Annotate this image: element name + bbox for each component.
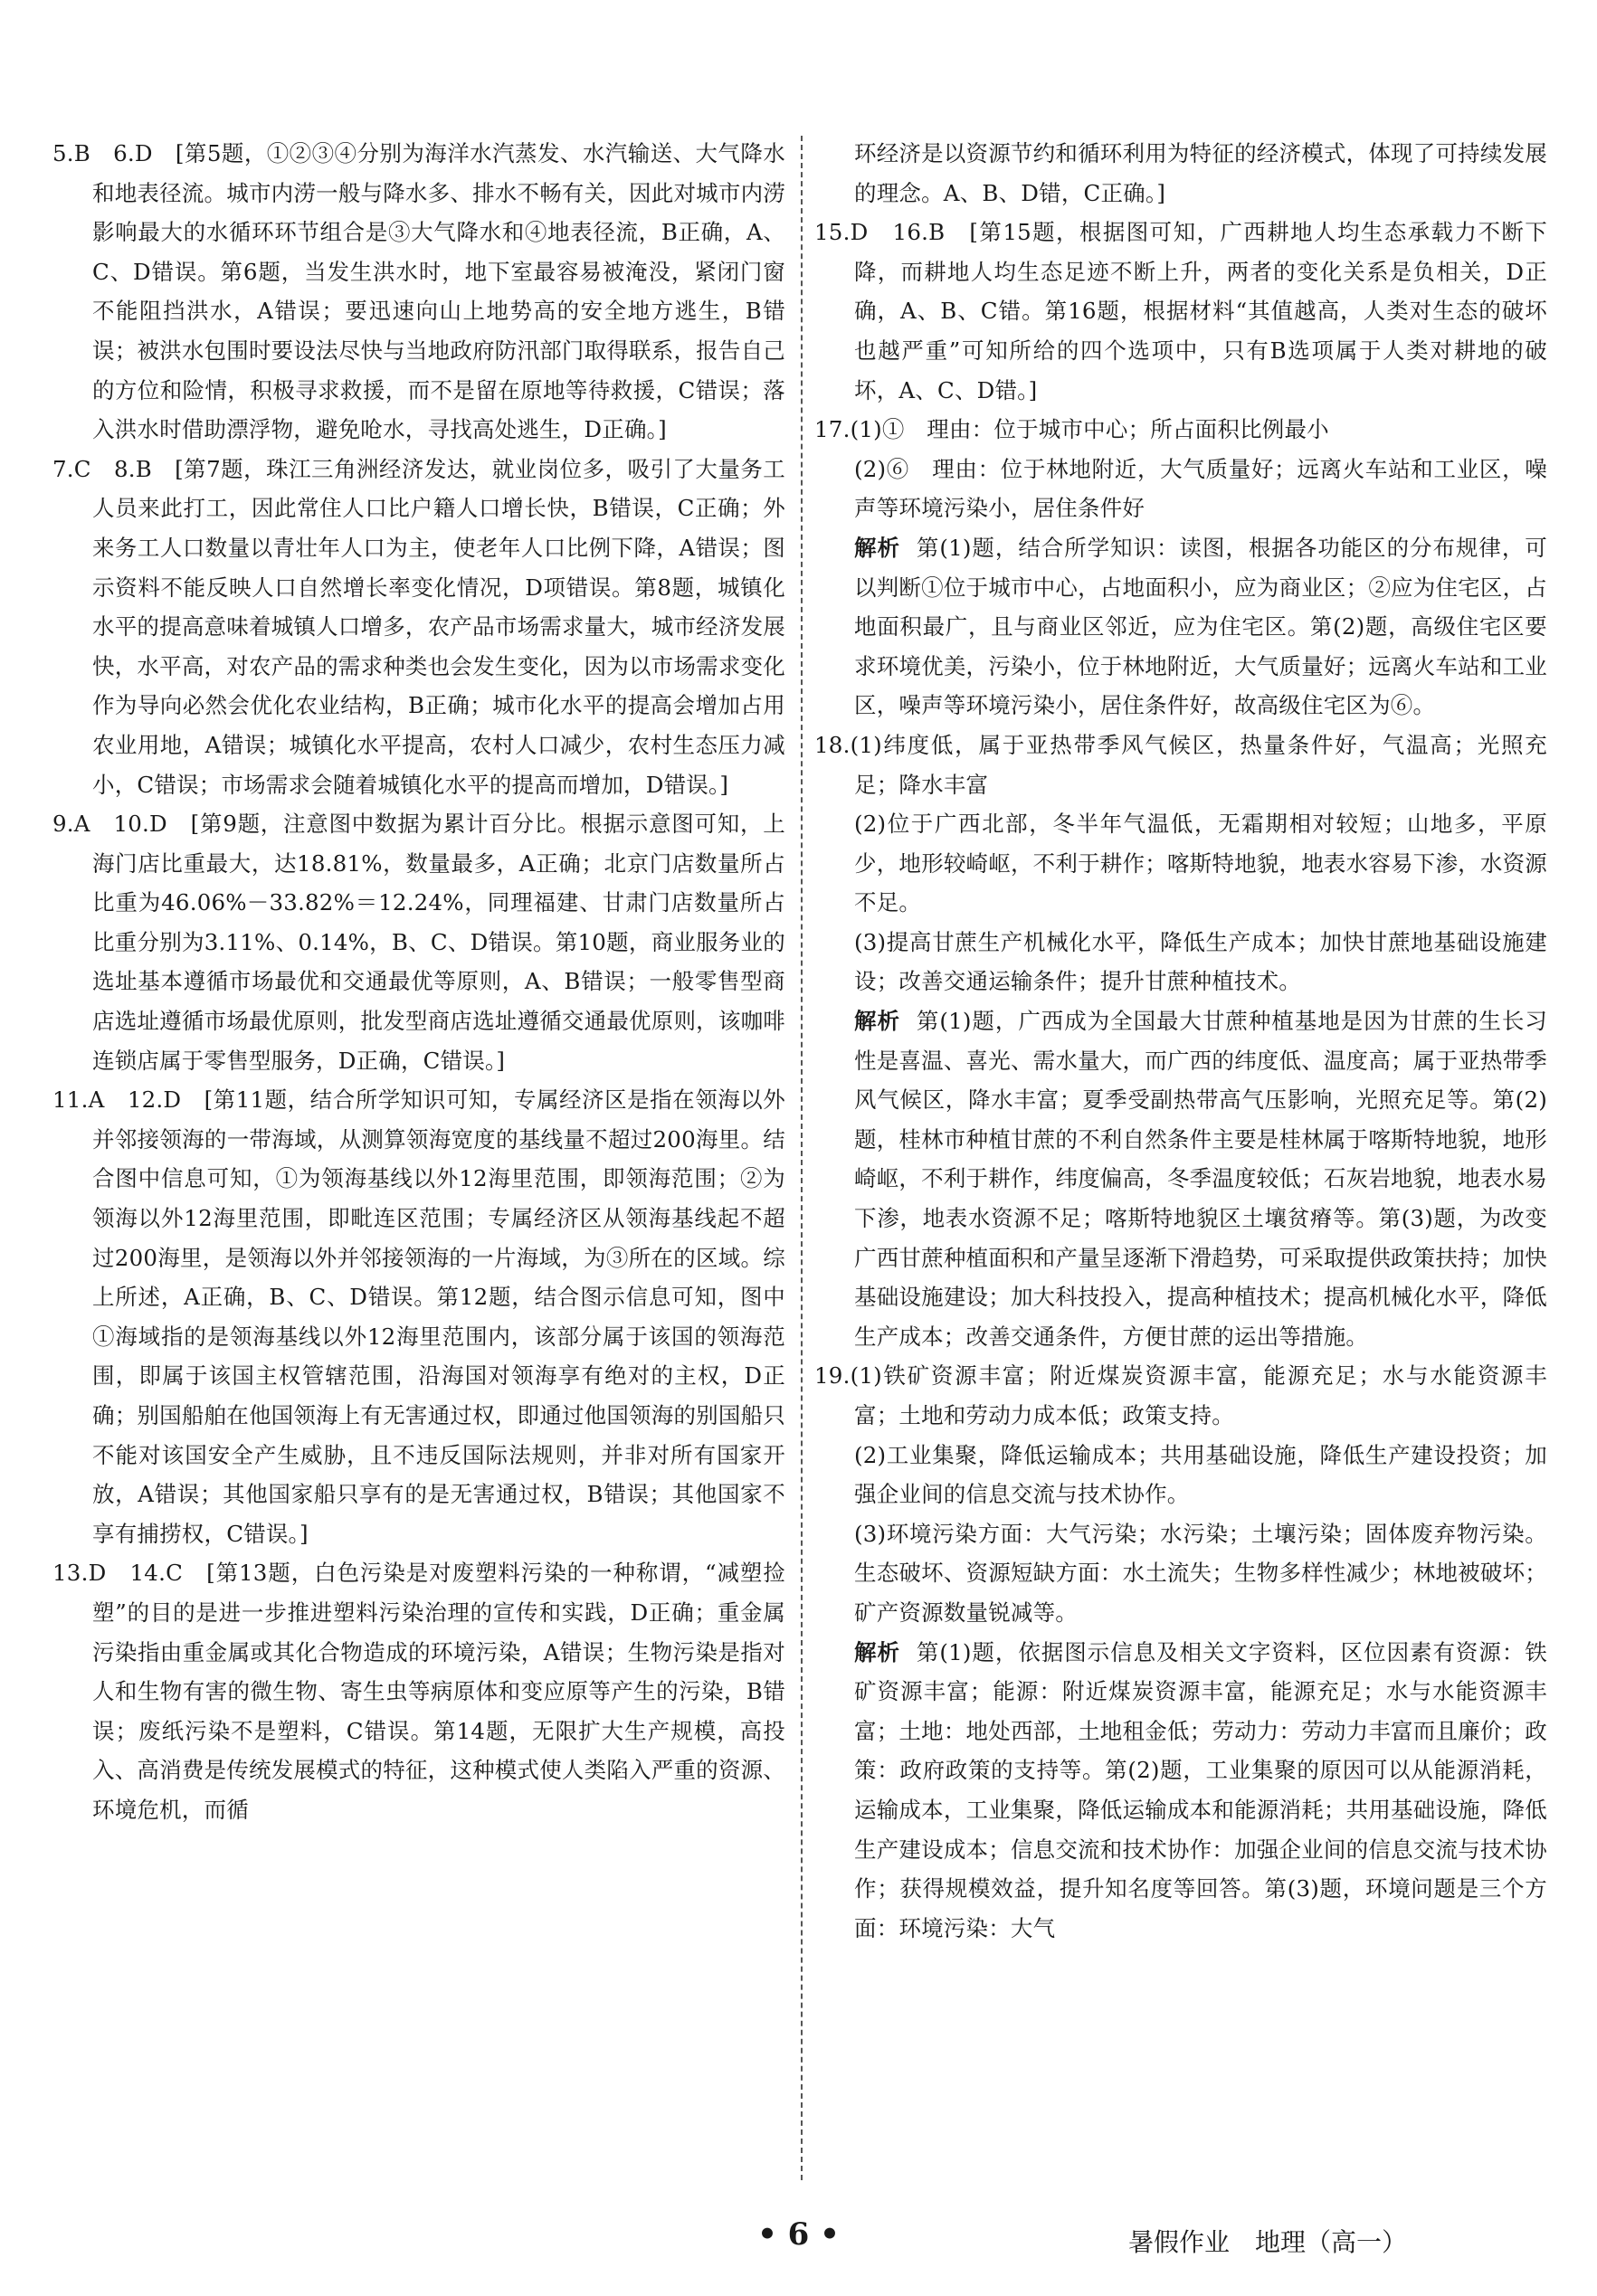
answer-5-6: 5.B 6.D [第5题，①②③④分别为海洋水汽蒸发、水汽输送、大气降水和地表径流。城市内涝一般与降水多、排水不畅有关，因此对城市内涝影响最大的水循环环节组合是③大气降水和④地表径流，B正确，A、C、D错误。第6题，当发生洪水时，地下室最容易被淹没，紧闭门窗不能阻挡洪水，A错误；要迅速向山上地势高的安全地方逃生，B错误；被洪水包围时要设法尽快与当地政府防汛部门取得联系，报告自己的方位和险情，积极寻求救援，而不是留在原地等待救援，C错误；落入洪水时借助漂浮物，避免呛水，寻找高处逃生，D正确。] xyxy=(52,140,785,443)
page-number: • 6 • xyxy=(757,2216,840,2253)
answer-9-10: 9.A 10.D [第9题，注意图中数据为累计百分比。根据示意图可知，上海门店比重最大，达18.81%，数量最多，A正确；北京门店数量所占比重为46.06%－33.82%＝12.24%，同理福建、甘肃门店数量所占比重分别为3.11%、0.14%，B、C、D错误。第10题，商业服务业的选址基本遵循市场最优和交通最优等原则，A、B错误；一般零售型商店选址遵循市场最优原则，批发型商店选址遵循交通最优原则，该咖啡连锁店属于零售型服务，D正确，C错误。] xyxy=(52,811,785,1074)
analysis-17-text: 第(1)题，结合所学知识：读图，根据各功能区的分布规律，可以判断①位于城市中心，占地面积小，应为商业区；②应为住宅区，占地面积最广，且与商业区邻近，应为住宅区。第(2)题，高级住宅区要求环境优美，污染小，位于林地附近，大气质量好；远离火车站和工业区，噪声等环境污染小，居住条件好，故高级住宅区为⑥。 xyxy=(854,534,1547,719)
answer-19-1: 19.(1)铁矿资源丰富；附近煤炭资源丰富，能源充足；水与水能资源丰富；土地和劳动力成本低；政策支持。 xyxy=(814,1362,1547,1428)
book-title: 暑假作业 地理（高一） xyxy=(1127,2227,1407,2257)
left-column xyxy=(52,134,785,1830)
answer-19-3: (3)环境污染方面：大气污染；水污染；土壤污染；固体废弃物污染。生态破坏、资源短缺方面：水土流失；生物多样性减少；林地被破坏；矿产资源数量锐减等。 xyxy=(854,1520,1547,1626)
answer-17-2: (2)⑥ 理由：位于林地附近，大气质量好；远离火车站和工业区，噪声等环境污染小，居住条件好 xyxy=(854,455,1547,522)
analysis-label: 解析 xyxy=(854,1008,900,1035)
right-column xyxy=(814,134,1547,1948)
analysis-17 xyxy=(814,528,1547,726)
column-divider xyxy=(801,136,803,2180)
answer-11-12: 11.A 12.D [第11题，结合所学知识可知，专属经济区是指在领海以外并邻接领海的一带海域，从测算领海宽度的基线量不超过200海里。结合图中信息可知，①为领海基线以外12海里范围，即领海范围；②为领海以外12海里范围，即毗连区范围；专属经济区从领海基线起不超过200海里，是领海以外并邻接领海的一片海域，为③所在的区域。综上所述，A正确，B、C、D错误。第12题，结合图示信息可知，图中①海域指的是领海基线以外12海里范围内，该部分属于该国的领海范围，即属于该国主权管辖范围，沿海国对领海享有绝对的主权，D正确；别国船舶在他国领海上有无害通过权，即通过他国领海的别国船只不能对该国安全产生威胁，且不违反国际法规则，并非对所有国家开放，A错误；其他国家船只享有的是无害通过权，B错误；其他国家不享有捕捞权，C错误。] xyxy=(52,1086,785,1547)
answer-14-continued: 环经济是以资源节约和循环利用为特征的经济模式，体现了可持续发展的理念。A、B、D错，C正确。] xyxy=(854,140,1547,206)
analysis-19 xyxy=(814,1633,1547,1949)
answer-17-1: 17.(1)① 理由：位于城市中心；所占面积比例最小 xyxy=(814,416,1329,443)
analysis-18 xyxy=(814,1001,1547,1356)
answer-18-1: 18.(1)纬度低，属于亚热带季风气候区，热量条件好，气温高；光照充足；降水丰富 xyxy=(814,731,1547,798)
analysis-19-text: 第(1)题，依据图示信息及相关文字资料，区位因素有资源：铁矿资源丰富；能源：附近煤炭资源丰富，能源充足；水与水能资源丰富；土地：地处西部，土地租金低；劳动力：劳动力丰富而且廉价；政策：政府政策的支持等。第(2)题，工业集聚的原因可以从能源消耗，运输成本，工业集聚，降低运输成本和能源消耗；共用基础设施，降低生产建设成本；信息交流和技术协作：加强企业间的信息交流与技术协作；获得规模效益，提升知名度等回答。第(3)题，环境问题是三个方面：环境污染：大气 xyxy=(854,1638,1547,1941)
answer-18-2: (2)位于广西北部，冬半年气温低，无霜期相对较短；山地多，平原少，地形较崎岖，不利于耕作；喀斯特地貌，地表水容易下渗，水资源不足。 xyxy=(854,811,1547,916)
analysis-label: 解析 xyxy=(854,534,900,561)
answer-13-14: 13.D 14.C [第13题，白色污染是对废塑料污染的一种称谓，“减塑捡塑”的目的是进一步推进塑料污染治理的宣传和实践，D正确；重金属污染指由重金属或其化合物造成的环境污染，A错误；生物污染是指对人和生物有害的微生物、寄生虫等病原体和变应原等产生的污染，B错误；废纸污染不是塑料，C错误。第14题，无限扩大生产规模，高投入、高消费是传统发展模式的特征，这种模式使人类陷入严重的资源、环境危机，而循 xyxy=(52,1560,785,1823)
answer-7-8: 7.C 8.B [第7题，珠江三角洲经济发达，就业岗位多，吸引了大量务工人员来此打工，因此常住人口比户籍人口增长快，B错误，C正确；外来务工人口数量以青壮年人口为主，使老年人口比例下降，A错误；图示资料不能反映人口自然增长率变化情况，D项错误。第8题，城镇化水平的提高意味着城镇人口增多，农产品市场需求量大，城市经济发展快，水平高，对农产品的需求种类也会发生变化，因为以市场需求变化作为导向必然会优化农业结构，B正确；城市化水平的提高会增加占用农业用地，A错误；城镇化水平提高，农村人口减少，农村生态压力减小，C错误；市场需求会随着城镇化水平的提高而增加，D错误。] xyxy=(52,455,785,798)
answer-15-16: 15.D 16.B [第15题，根据图可知，广西耕地人均生态承载力不断下降，而耕地人均生态足迹不断上升，两者的变化关系是负相关，D正确，A、B、C错。第16题，根据材料“其值越高，人类对生态的破坏也越严重”可知所给的四个选项中，只有B选项属于人类对耕地的破坏，A、C、D错。] xyxy=(814,219,1547,403)
analysis-18-text: 第(1)题，广西成为全国最大甘蔗种植基地是因为甘蔗的生长习性是喜温、喜光、需水量大，而广西的纬度低、温度高；属于亚热带季风气候区，降水丰富；夏季受副热带高气压影响，光照充足等。第(2)题，桂林市种植甘蔗的不利自然条件主要是桂林属于喀斯特地貌，地形崎岖，不利于耕作，纬度偏高，冬季温度较低；石灰岩地貌，地表水易下渗，地表水资源不足；喀斯特地貌区土壤贫瘠等。第(3)题，为改变广西甘蔗种植面积和产量呈逐渐下滑趋势，可采取提供政策扶持；加快基础设施建设；加大科技投入，提高种植技术；提高机械化水平，降低生产成本；改善交通条件，方便甘蔗的运出等措施。 xyxy=(854,1008,1547,1350)
answer-18-3: (3)提高甘蔗生产机械化水平，降低生产成本；加快甘蔗地基础设施建设；改善交通运输条件；提升甘蔗种植技术。 xyxy=(854,928,1547,995)
analysis-label: 解析 xyxy=(854,1638,900,1665)
answer-19-2: (2)工业集聚，降低运输成本；共用基础设施，降低生产建设投资；加强企业间的信息交流与技术协作。 xyxy=(854,1441,1547,1508)
